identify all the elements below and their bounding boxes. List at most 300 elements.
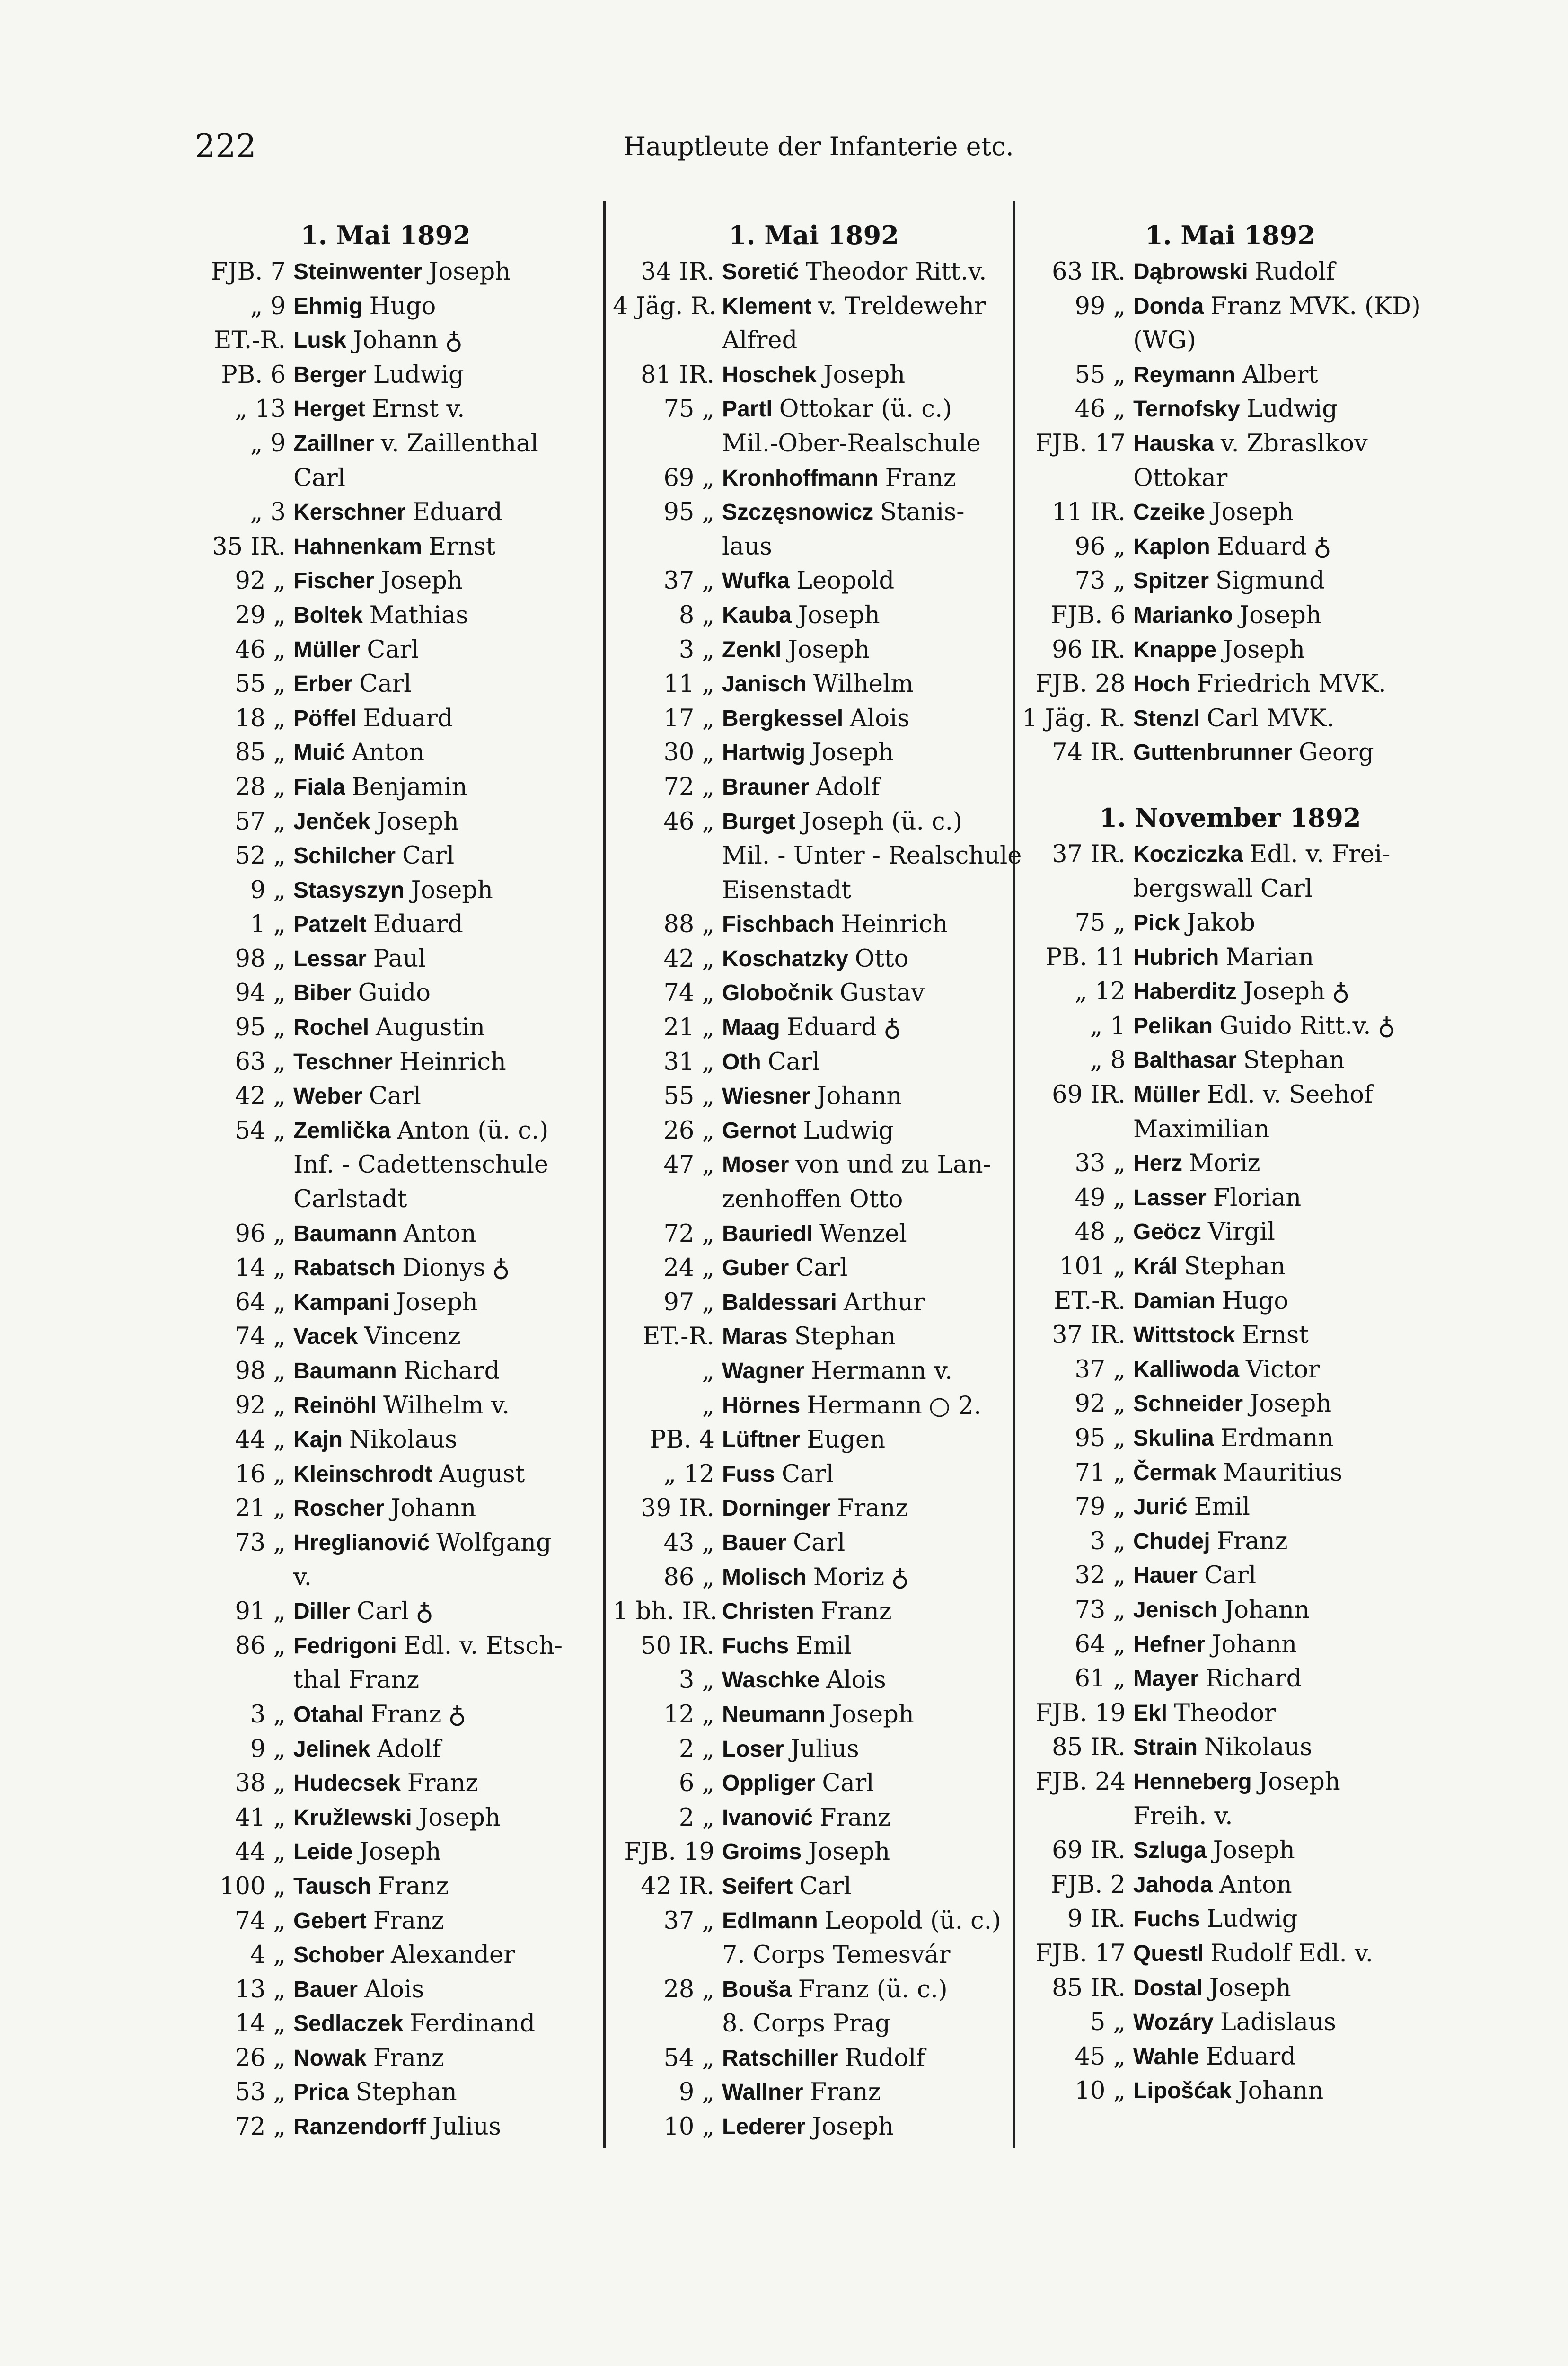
surname: Leide — [293, 1839, 353, 1865]
given-name: Erdmann — [1220, 1424, 1334, 1452]
given-name: Ernst — [1242, 1321, 1309, 1350]
list-entry — [613, 1766, 1015, 1801]
surname: Hartwig — [722, 740, 806, 766]
given-name: Johann — [353, 327, 439, 355]
given-name: Edl. v. Frei- — [1250, 840, 1391, 868]
surname: Reinöhl — [293, 1393, 377, 1418]
list-entry — [613, 736, 1015, 770]
surname: Hörnes — [722, 1393, 801, 1418]
unit-label: 96 „ — [1075, 532, 1126, 561]
given-name: Vincenz — [364, 1323, 461, 1351]
given-name: Carl — [822, 1769, 874, 1798]
list-entry — [1022, 633, 1438, 668]
unit-label: 98 „ — [235, 945, 286, 973]
given-name: Franz — [837, 1494, 908, 1523]
surname: Baldessari — [722, 1289, 837, 1315]
surname: Koschatzky — [722, 946, 848, 971]
surname: Roscher — [293, 1496, 385, 1521]
surname: Hefner — [1133, 1632, 1206, 1657]
given-name: Eisenstadt — [722, 876, 851, 904]
surname: Nowak — [293, 2045, 367, 2071]
surname: Kampani — [293, 1289, 389, 1315]
list-entry — [180, 736, 591, 770]
unit-label — [613, 2007, 722, 2041]
unit-label: 6 „ — [678, 1769, 714, 1798]
unit-label — [613, 874, 722, 908]
unit-label: 48 „ — [1075, 1218, 1126, 1246]
list-entry — [613, 564, 1015, 599]
surname: Maras — [722, 1324, 788, 1350]
unit-label: 21 „ — [235, 1494, 286, 1523]
surname: Dostal — [1133, 1975, 1203, 2001]
list-entry — [180, 2075, 591, 2110]
given-name: Carl — [402, 842, 455, 870]
list-entry — [1022, 1525, 1438, 1559]
given-name: Benjamin — [352, 773, 467, 801]
unit-label — [1022, 872, 1133, 907]
list-entry — [1022, 1421, 1438, 1456]
surname: Lessar — [293, 946, 367, 971]
given-name: Johann — [817, 1082, 902, 1111]
list-entry — [180, 1492, 591, 1526]
unit-label: 47 „ — [663, 1151, 714, 1179]
given-name: Rudolf — [845, 2044, 925, 2072]
list-entry — [613, 599, 1015, 633]
unit-label: 81 IR. — [641, 361, 714, 389]
surname: Fuss — [722, 1461, 775, 1487]
unit-label: 9 „ — [250, 876, 286, 904]
unit-label: 4 Jäg. R. — [613, 292, 717, 320]
surname: Wagner — [722, 1359, 805, 1384]
surname: Jurić — [1133, 1494, 1188, 1520]
section-heading: 1. Mai 1892 — [729, 220, 899, 250]
unit-label: 79 „ — [1075, 1493, 1126, 1521]
given-name: Mil. - Unter - Realschule — [722, 842, 1022, 870]
given-name: Carl — [367, 636, 419, 664]
list-entry — [1022, 1147, 1438, 1181]
list-entry — [613, 1698, 1015, 1732]
decoration-mark: ♁ — [492, 1254, 510, 1283]
surname: Loser — [722, 1736, 784, 1762]
unit-label: 75 „ — [1075, 909, 1126, 937]
surname: Questl — [1133, 1941, 1204, 1966]
given-name: Ludwig — [373, 361, 464, 389]
surname: Partl — [722, 397, 773, 422]
surname: Kaplon — [1133, 534, 1210, 559]
given-name: Anton (ü. c.) — [397, 1116, 549, 1145]
surname: Haberditz — [1133, 979, 1237, 1005]
list-entry — [180, 1973, 591, 2007]
list-entry — [1022, 530, 1438, 565]
list-entry — [613, 2007, 1015, 2041]
unit-label: 8 „ — [678, 601, 714, 629]
surname: Czeike — [1133, 500, 1206, 525]
surname: Lederer — [722, 2114, 806, 2140]
given-name: Joseph — [418, 1803, 501, 1832]
list-entry — [1022, 1696, 1438, 1731]
list-entry — [180, 255, 591, 290]
surname: Patzelt — [293, 912, 367, 937]
given-name: Joseph (ü. c.) — [802, 807, 962, 836]
unit-label: 21 „ — [663, 1014, 714, 1042]
decoration-mark: ♁ — [1313, 532, 1331, 561]
unit-label: PB. 11 — [1045, 943, 1126, 971]
given-name: Joseph — [823, 361, 906, 389]
list-entry — [613, 1251, 1015, 1286]
surname: Zemlička — [293, 1118, 391, 1143]
surname: Biber — [293, 980, 352, 1006]
unit-label — [613, 530, 722, 565]
unit-label — [180, 1663, 293, 1698]
list-entry — [613, 427, 1015, 461]
unit-label: 71 „ — [1075, 1458, 1126, 1487]
given-name: v. Zaillenthal — [380, 429, 538, 458]
unit-label: ET.-R. — [643, 1323, 714, 1351]
unit-label: 72 „ — [663, 1219, 714, 1248]
given-name: Franz — [407, 1769, 478, 1798]
unit-label: 39 IR. — [641, 1494, 714, 1523]
list-entry — [1022, 1628, 1438, 1662]
list-entry — [1022, 1009, 1438, 1044]
unit-label — [180, 1148, 293, 1183]
surname: Rabatsch — [293, 1255, 396, 1281]
unit-label: 44 „ — [235, 1838, 286, 1866]
given-name: Mauritius — [1223, 1458, 1343, 1487]
surname: Groims — [722, 1839, 802, 1865]
section-heading: 1. Mai 1892 — [1145, 220, 1315, 250]
unit-label — [180, 1561, 293, 1595]
unit-label: 37 „ — [663, 567, 714, 595]
list-entry — [180, 633, 591, 668]
unit-label: 31 „ — [663, 1048, 714, 1076]
surname: Čermak — [1133, 1460, 1217, 1485]
surname: Bouša — [722, 1977, 792, 2002]
list-entry — [180, 1526, 591, 1561]
unit-label: 64 „ — [235, 1288, 286, 1316]
given-name: Moriz — [1189, 1149, 1260, 1178]
unit-label: 5 „ — [1090, 2008, 1126, 2037]
list-entry — [1022, 1662, 1438, 1696]
given-name: Joseph — [798, 601, 880, 629]
list-entry — [613, 839, 1022, 874]
list-entry — [1022, 736, 1438, 770]
list-entry — [180, 839, 591, 874]
given-name: Joseph — [1212, 498, 1294, 527]
list-entry — [1022, 702, 1438, 736]
unit-label: FJB. 6 — [1050, 601, 1126, 629]
given-name: Hugo — [369, 292, 436, 320]
surname: Jelinek — [293, 1736, 370, 1762]
unit-label — [180, 1183, 293, 1217]
unit-label: 46 „ — [1075, 395, 1126, 424]
unit-label: 72 „ — [663, 773, 714, 801]
list-entry — [613, 1011, 1015, 1045]
given-name: Alois — [364, 1975, 424, 2004]
given-name: Alois — [850, 704, 910, 733]
list-entry — [613, 1045, 1015, 1080]
unit-label: 85 IR. — [1052, 1733, 1126, 1762]
unit-label: 69 IR. — [1052, 1836, 1126, 1865]
unit-label — [613, 839, 722, 874]
list-entry — [613, 358, 1015, 393]
list-entry — [613, 1183, 1015, 1217]
list-entry — [613, 908, 1015, 942]
unit-label: 69 IR. — [1052, 1081, 1126, 1109]
surname: Sedlaczek — [293, 2011, 404, 2037]
list-entry — [1022, 1112, 1438, 1147]
given-name: Anton — [352, 739, 425, 767]
list-entry — [613, 1114, 1015, 1148]
decoration-mark: ♁ — [1377, 1012, 1396, 1041]
list-entry — [1022, 975, 1438, 1009]
unit-label: 63 „ — [235, 1048, 286, 1076]
given-name: Carl — [359, 670, 412, 698]
surname: Teschner — [293, 1049, 393, 1075]
list-entry — [613, 874, 1015, 908]
list-entry — [180, 599, 591, 633]
surname: Jahoda — [1133, 1872, 1213, 1898]
unit-label — [1022, 1112, 1133, 1147]
list-entry — [613, 1217, 1015, 1252]
surname: Ratschiller — [722, 2045, 838, 2071]
surname: Wiesner — [722, 1084, 810, 1109]
unit-label — [613, 324, 722, 358]
given-name: Joseph — [396, 1288, 478, 1316]
list-entry — [180, 702, 591, 736]
given-name: Carl — [767, 1048, 820, 1076]
decoration-mark: ♁ — [883, 1014, 901, 1042]
surname: Skulina — [1133, 1426, 1214, 1451]
unit-label: 85 „ — [235, 739, 286, 767]
unit-label: 26 „ — [663, 1116, 714, 1145]
surname: Lipošćak — [1133, 2078, 1232, 2104]
list-entry — [180, 1698, 591, 1732]
list-entry — [613, 1904, 1015, 1939]
list-entry — [1022, 1456, 1438, 1491]
list-entry — [613, 1801, 1015, 1836]
unit-label: 3 „ — [678, 636, 714, 664]
list-entry — [1022, 358, 1438, 393]
unit-label: 95 „ — [1075, 1424, 1126, 1452]
given-name: Joseph — [1213, 1836, 1295, 1865]
surname: Schober — [293, 1942, 385, 1968]
list-entry — [180, 1423, 591, 1457]
given-name: von und zu Lan- — [795, 1151, 991, 1179]
list-entry — [1022, 1078, 1438, 1112]
given-name: Emil — [1194, 1493, 1250, 1521]
given-name: Franz — [819, 1803, 890, 1832]
unit-label: 95 „ — [663, 498, 714, 527]
given-name: Hermann v. — [811, 1357, 952, 1385]
surname: Prica — [293, 2080, 349, 2105]
list-entry — [613, 770, 1015, 805]
list-entry — [1022, 255, 1438, 290]
list-entry — [613, 1595, 1015, 1629]
list-entry — [613, 1835, 1015, 1870]
list-entry — [613, 255, 1015, 290]
surname: Kronhoffmann — [722, 465, 879, 491]
decoration-mark: ♁ — [1331, 978, 1350, 1006]
unit-label: 13 „ — [235, 1975, 286, 2004]
unit-label: 46 „ — [235, 636, 286, 664]
column-divider — [603, 201, 606, 2148]
list-entry — [180, 874, 591, 908]
given-name: Eduard — [412, 498, 502, 527]
unit-label: FJB. 7 — [211, 258, 286, 286]
list-entry — [613, 1629, 1015, 1664]
list-entry — [613, 324, 1015, 358]
list-entry — [613, 1320, 1015, 1354]
surname: Jenček — [293, 809, 370, 834]
list-entry — [613, 1492, 1015, 1526]
given-name: Joseph — [429, 258, 511, 286]
list-entry — [613, 1389, 1015, 1423]
surname: Pelikan — [1133, 1013, 1213, 1039]
surname: Ranzendorff — [293, 2114, 426, 2140]
column-middle — [613, 215, 1022, 2145]
surname: Balthasar — [1133, 1048, 1237, 1073]
list-entry — [613, 2041, 1015, 2076]
surname: Hauska — [1133, 431, 1214, 456]
surname: Bauriedl — [722, 1221, 813, 1246]
list-entry — [1022, 1868, 1438, 1903]
unit-label: 92 „ — [1075, 1390, 1126, 1418]
given-name: Johann — [1238, 2077, 1324, 2105]
surname: Fuchs — [722, 1633, 789, 1659]
given-name: Ernst — [429, 532, 496, 561]
unit-label: 64 „ — [1075, 1630, 1126, 1659]
list-entry — [613, 1423, 1015, 1457]
unit-label: 32 „ — [1075, 1562, 1126, 1590]
list-entry — [1022, 1490, 1438, 1525]
list-entry — [613, 1148, 1015, 1183]
given-name: Nikolaus — [1204, 1733, 1313, 1762]
unit-label: 26 „ — [235, 2044, 286, 2072]
surname: Kalliwoda — [1133, 1357, 1240, 1382]
unit-label: 99 „ — [1075, 292, 1126, 320]
decoration-mark: ♁ — [415, 1598, 434, 1626]
list-entry — [180, 770, 591, 805]
surname: Schneider — [1133, 1391, 1243, 1417]
given-name: Theodor — [1174, 1699, 1276, 1727]
list-entry — [613, 976, 1015, 1011]
list-entry — [1022, 427, 1438, 461]
given-name: Nikolaus — [349, 1426, 458, 1454]
unit-label: PB. 4 — [650, 1426, 714, 1454]
given-name: Richard — [403, 1357, 500, 1385]
unit-label: 42 IR. — [641, 1872, 714, 1900]
surname: Waschke — [722, 1668, 820, 1693]
list-entry — [1022, 461, 1438, 496]
given-name: v. Treldewehr — [818, 292, 986, 320]
surname: Zenkl — [722, 637, 782, 662]
given-name: Edl. v. Etsch- — [403, 1632, 563, 1660]
given-name: Eduard — [786, 1014, 877, 1042]
unit-label: 42 „ — [663, 945, 714, 973]
surname: Molisch — [722, 1564, 807, 1590]
list-entry — [180, 805, 591, 839]
unit-label: „ 3 — [250, 498, 286, 527]
list-entry — [1022, 1284, 1438, 1319]
surname: Stenzl — [1133, 706, 1200, 731]
unit-label: 57 „ — [235, 807, 286, 836]
surname: Fuchs — [1133, 1907, 1200, 1932]
unit-label: 4 „ — [250, 1941, 286, 1969]
surname: Henneberg — [1133, 1769, 1252, 1794]
list-entry — [180, 1766, 591, 1801]
surname: Damian — [1133, 1288, 1216, 1314]
surname: Janisch — [722, 671, 807, 697]
decoration-mark: ♁ — [448, 1700, 467, 1729]
given-name: August — [439, 1460, 525, 1488]
surname: Rochel — [293, 1015, 370, 1041]
surname: Diller — [293, 1599, 351, 1624]
unit-label: 73 „ — [235, 1528, 286, 1557]
list-entry — [613, 530, 1015, 565]
given-name: Mathias — [369, 601, 468, 629]
surname: Lusk — [293, 328, 347, 353]
unit-label: 34 IR. — [641, 258, 714, 286]
list-entry — [1022, 1730, 1438, 1765]
list-entry — [180, 1732, 591, 1767]
list-entry — [1022, 1250, 1438, 1284]
given-name: Stephan — [794, 1323, 896, 1351]
unit-label: 11 „ — [663, 670, 714, 698]
given-name: Carl — [1204, 1562, 1257, 1590]
list-entry — [613, 942, 1015, 977]
list-entry — [1022, 1800, 1438, 1834]
unit-label: FJB. 19 — [1035, 1699, 1126, 1727]
given-name: Edl. v. Seehof — [1207, 1081, 1373, 1109]
section-heading: 1. November 1892 — [1099, 802, 1361, 833]
given-name: Rudolf Edl. v. — [1210, 1939, 1373, 1968]
unit-label: „ 8 — [1090, 1046, 1126, 1075]
surname: Stasyszyn — [293, 877, 405, 903]
unit-label: 10 „ — [1075, 2077, 1126, 2105]
surname: Vacek — [293, 1324, 358, 1350]
list-entry — [1022, 1971, 1438, 2006]
list-entry — [180, 1561, 591, 1595]
list-entry — [180, 976, 591, 1011]
unit-label: FJB. 24 — [1035, 1767, 1126, 1796]
surname: Bauer — [722, 1530, 787, 1555]
given-name: Joseph — [832, 1700, 914, 1729]
surname: Hubrich — [1133, 945, 1219, 970]
given-name: Dionys — [402, 1254, 485, 1282]
given-name: Sigmund — [1216, 567, 1325, 595]
given-name: Heinrich — [399, 1048, 506, 1076]
surname: Weber — [293, 1084, 362, 1109]
given-name: Theodor Ritt.v. — [805, 258, 987, 286]
given-name: Joseph — [812, 739, 894, 767]
given-name: Franz (ü. c.) — [798, 1975, 948, 2004]
list-entry — [180, 564, 591, 599]
unit-label: 14 „ — [235, 2010, 286, 2038]
list-entry — [613, 495, 1015, 530]
surname: Kleinschrodt — [293, 1461, 432, 1487]
unit-label: „ — [702, 1357, 714, 1385]
given-name: Ottokar (ü. c.) — [779, 395, 952, 424]
list-entry — [613, 1663, 1015, 1698]
unit-label: 9 „ — [678, 2078, 714, 2107]
unit-label: 86 „ — [235, 1632, 286, 1660]
surname: Donda — [1133, 293, 1204, 319]
decoration-mark: ♁ — [445, 327, 463, 355]
surname: Dorninger — [722, 1496, 831, 1521]
list-entry — [613, 1561, 1015, 1595]
given-name: laus — [722, 532, 772, 561]
surname: Gernot — [722, 1118, 797, 1143]
